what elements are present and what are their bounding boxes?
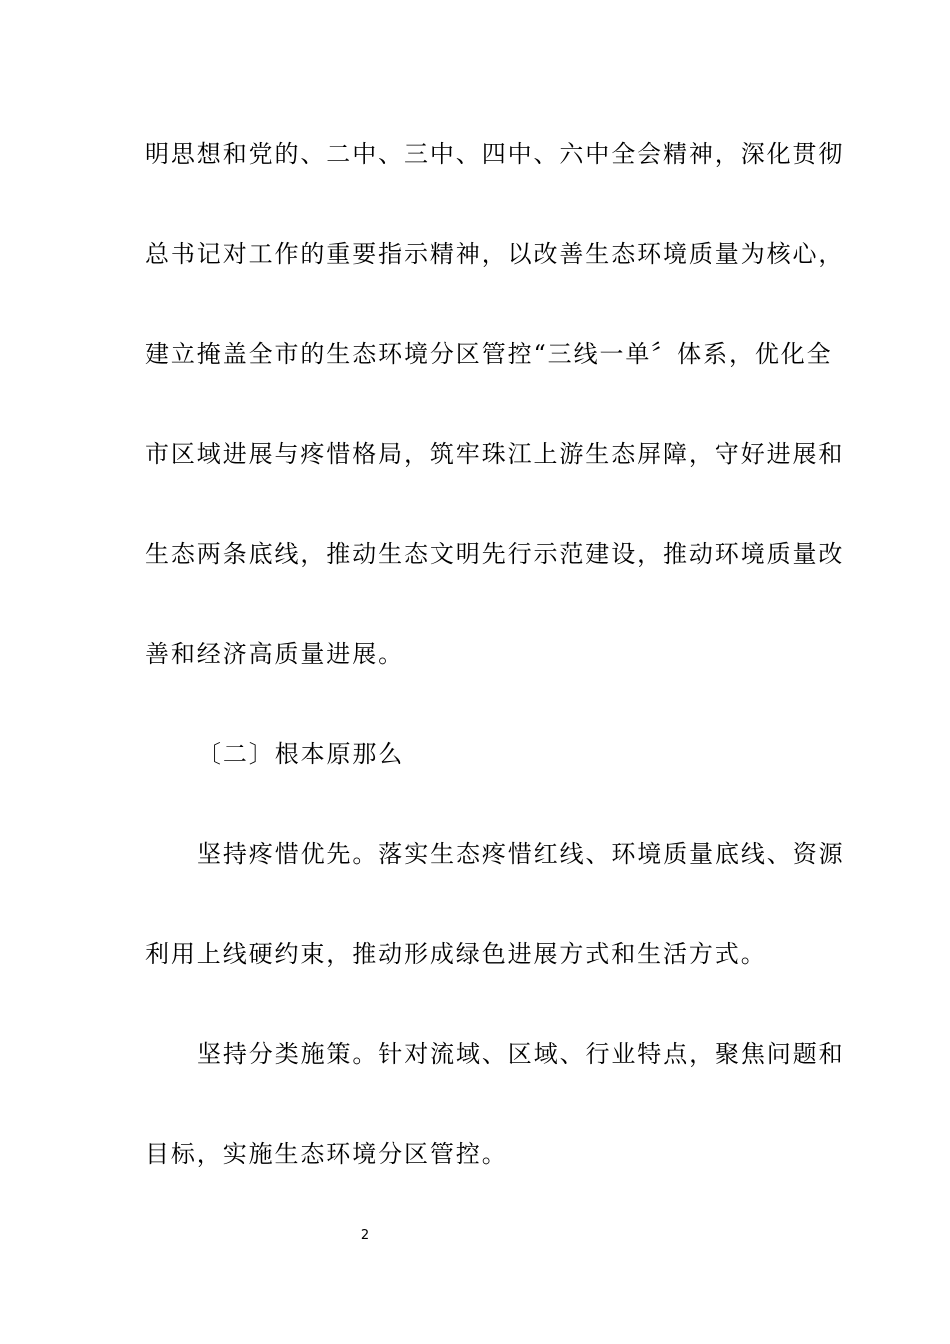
body-text-line: 坚持疼惜优先。落实生态疼惜红线、环境质量底线、资源 [197,840,845,868]
body-text-line: 善和经济高质量进展。 [145,640,404,668]
body-text-line: 目标，实施生态环境分区管控。 [145,1140,508,1168]
body-text-line: 生态两条底线，推动生态文明先行示范建设，推动环境质量改 [145,540,845,568]
body-text-line: 总书记对工作的重要指示精神，以改善生态环境质量为核心， [145,240,845,268]
body-text-line: 明思想和党的、二中、三中、四中、六中全会精神，深化贯彻 [145,140,845,168]
body-text-line: 建立掩盖全市的生态环境分区管控“三线一单〞体系，优化全 [145,340,833,368]
body-text-line: 利用上线硬约束，推动形成绿色进展方式和生活方式。 [145,940,767,968]
body-text-line: 坚持分类施策。针对流域、区域、行业特点，聚焦问题和 [197,1040,845,1068]
document-body [145,129,845,1229]
body-text-line: 市区域进展与疼惜格局，筑牢珠江上游生态屏障，守好进展和 [145,440,845,468]
section-heading: 〔二〕根本原那么 [197,740,405,768]
page-number: 2 [360,1228,370,1243]
